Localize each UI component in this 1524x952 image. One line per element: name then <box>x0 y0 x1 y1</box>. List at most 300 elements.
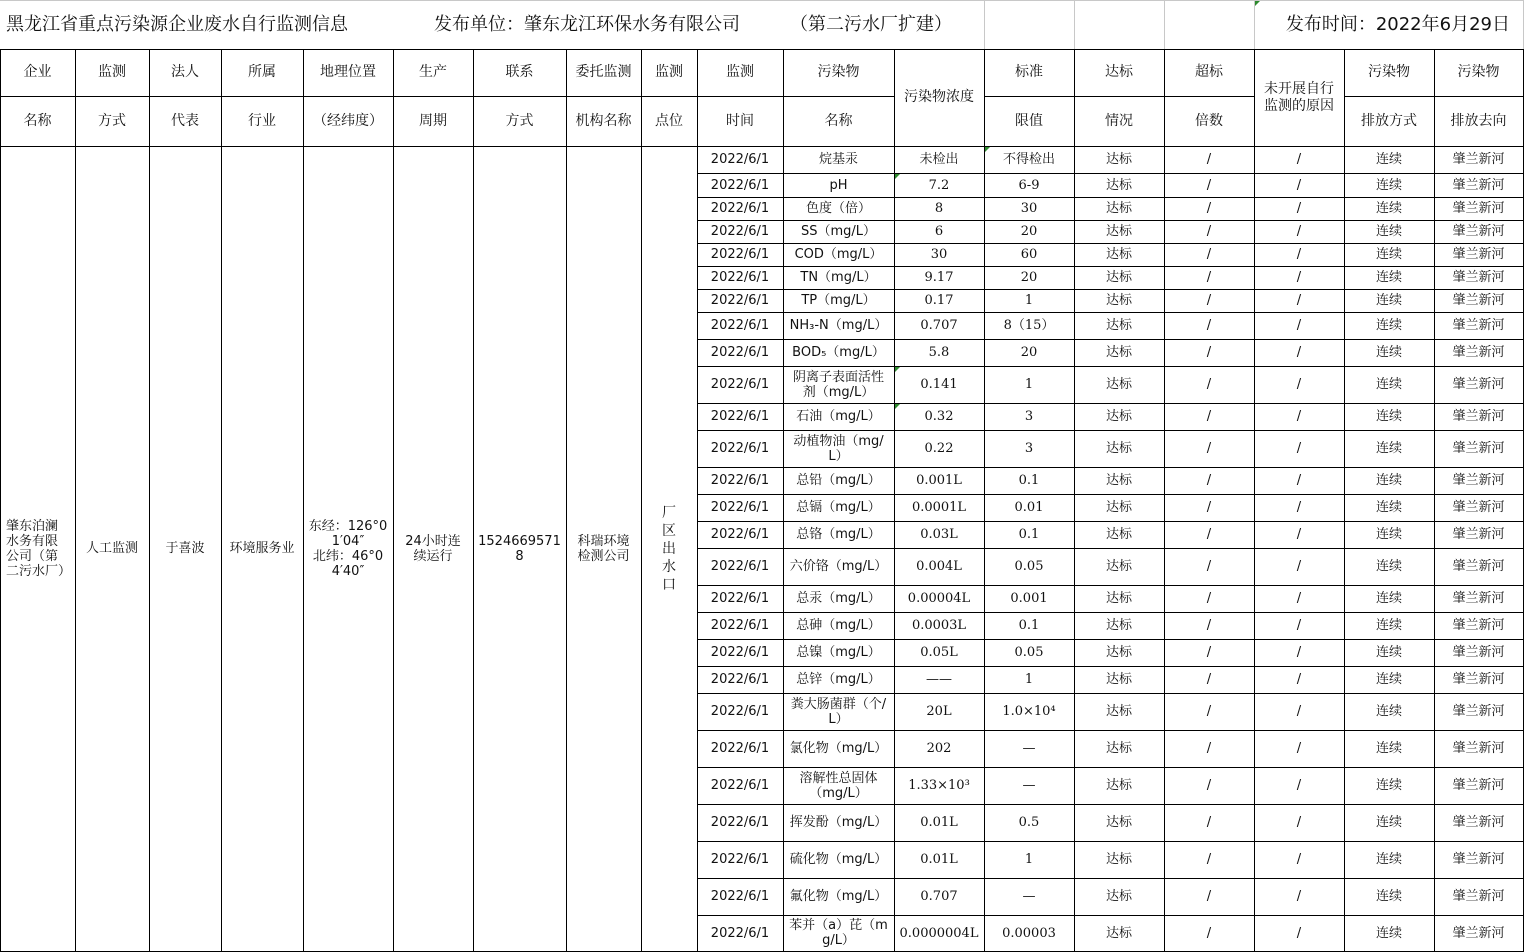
header-13-bottom[interactable]: 情况 <box>1105 112 1133 129</box>
limit-cell[interactable]: 1 <box>1024 377 1034 392</box>
limit-cell[interactable]: 20 <box>1020 345 1038 360</box>
date-cell[interactable]: 2022/6/1 <box>710 345 770 360</box>
reason-cell[interactable]: / <box>1296 318 1302 333</box>
exceed-cell[interactable]: / <box>1206 618 1212 633</box>
header-11[interactable]: 污染物浓度 <box>904 89 974 105</box>
reason-cell[interactable]: / <box>1296 527 1302 542</box>
discharge-mode-cell[interactable]: 连续 <box>1375 741 1402 756</box>
pollutant-cell[interactable]: 动植物油（mg/L） <box>793 433 884 464</box>
pollutant-cell[interactable]: SS（mg/L） <box>800 224 877 239</box>
status-cell[interactable]: 达标 <box>1105 815 1132 830</box>
header-5-top[interactable]: 生产 <box>419 64 447 80</box>
discharge-mode-cell[interactable]: 连续 <box>1375 270 1402 285</box>
pollutant-cell[interactable]: 硫化物（mg/L） <box>789 852 888 867</box>
discharge-mode-cell[interactable]: 连续 <box>1375 441 1402 456</box>
status-cell[interactable]: 达标 <box>1105 852 1132 867</box>
exceed-cell[interactable]: / <box>1206 177 1212 193</box>
destination-cell[interactable]: 肇兰新河 <box>1452 704 1505 719</box>
date-cell[interactable]: 2022/6/1 <box>710 925 770 941</box>
date-cell[interactable]: 2022/6/1 <box>710 704 770 719</box>
header-7-bottom[interactable]: 机构名称 <box>575 112 632 129</box>
limit-cell[interactable]: 1 <box>1024 852 1034 867</box>
limit-cell[interactable]: — <box>1022 778 1036 793</box>
reason-cell[interactable]: / <box>1296 377 1302 392</box>
exceed-cell[interactable]: / <box>1206 377 1212 392</box>
exceed-cell[interactable]: / <box>1206 270 1212 285</box>
date-cell[interactable]: 2022/6/1 <box>710 247 770 262</box>
concentration-cell[interactable]: 0.0001L <box>911 500 967 515</box>
exceed-cell[interactable]: / <box>1206 224 1212 239</box>
discharge-mode-cell[interactable]: 连续 <box>1375 201 1402 216</box>
limit-cell[interactable]: 30 <box>1020 201 1038 216</box>
concentration-cell[interactable]: 0.707 <box>920 318 958 333</box>
date-cell[interactable]: 2022/6/1 <box>710 224 770 239</box>
discharge-mode-cell[interactable]: 连续 <box>1375 815 1402 830</box>
reason-cell[interactable]: / <box>1296 925 1302 941</box>
reason-cell[interactable]: / <box>1296 591 1302 606</box>
destination-cell[interactable]: 肇兰新河 <box>1452 177 1505 193</box>
status-cell[interactable]: 达标 <box>1105 591 1132 606</box>
company-name-cell[interactable]: 肇东泊澜水务有限公司（第二污水厂） <box>6 518 72 579</box>
exceed-cell[interactable]: / <box>1206 815 1212 830</box>
date-cell[interactable]: 2022/6/1 <box>710 889 770 904</box>
destination-cell[interactable]: 肇兰新河 <box>1452 345 1505 360</box>
destination-cell[interactable]: 肇兰新河 <box>1452 473 1505 488</box>
reason-cell[interactable]: / <box>1296 247 1302 262</box>
contact-cell[interactable]: 15246695718 <box>478 533 561 564</box>
grid-line <box>221 96 303 97</box>
pollutant-cell[interactable]: 六价铬（mg/L） <box>789 559 888 574</box>
exceed-cell[interactable]: / <box>1206 473 1212 488</box>
header-1-top[interactable]: 监测 <box>98 64 126 80</box>
destination-cell[interactable]: 肇兰新河 <box>1452 778 1505 793</box>
exceed-cell[interactable]: / <box>1206 559 1212 574</box>
reason-cell[interactable]: / <box>1296 889 1302 904</box>
status-cell[interactable]: 达标 <box>1105 527 1132 542</box>
discharge-mode-cell[interactable]: 连续 <box>1375 377 1402 392</box>
pollutant-cell[interactable]: pH <box>829 177 848 193</box>
date-cell[interactable]: 2022/6/1 <box>710 270 770 285</box>
reason-cell[interactable]: / <box>1296 559 1302 574</box>
destination-cell[interactable]: 肇兰新河 <box>1452 224 1505 239</box>
date-cell[interactable]: 2022/6/1 <box>710 318 770 333</box>
status-cell[interactable]: 达标 <box>1105 618 1132 633</box>
concentration-cell[interactable]: 未检出 <box>919 152 959 167</box>
header-5-bottom[interactable]: 周期 <box>419 112 447 129</box>
reason-cell[interactable]: / <box>1296 441 1302 456</box>
destination-cell[interactable]: 肇兰新河 <box>1452 591 1505 606</box>
discharge-mode-cell[interactable]: 连续 <box>1375 345 1402 360</box>
destination-cell[interactable]: 肇兰新河 <box>1452 645 1505 660</box>
date-cell[interactable]: 2022/6/1 <box>710 778 770 793</box>
pollutant-cell[interactable]: TN（mg/L） <box>800 270 877 285</box>
pollutant-cell[interactable]: 氯化物（mg/L） <box>789 741 888 756</box>
discharge-mode-cell[interactable]: 连续 <box>1375 177 1402 193</box>
reason-cell[interactable]: / <box>1296 741 1302 756</box>
exceed-cell[interactable]: / <box>1206 345 1212 360</box>
reason-cell[interactable]: / <box>1296 270 1302 285</box>
limit-cell[interactable]: 20 <box>1020 224 1038 239</box>
pollutant-cell[interactable]: 溶解性总固体（mg/L） <box>799 770 878 801</box>
grid-line <box>0 146 1524 147</box>
report-title[interactable]: 黑龙江省重点污染源企业废水自行监测信息 <box>6 14 348 35</box>
header-12-bottom[interactable]: 限值 <box>1015 112 1043 129</box>
exceed-cell[interactable]: / <box>1206 672 1212 687</box>
pollutant-cell[interactable]: 总砷（mg/L） <box>796 618 881 633</box>
status-cell[interactable]: 达标 <box>1105 224 1132 239</box>
monitoring-method-cell[interactable]: 人工监测 <box>85 541 138 556</box>
concentration-cell[interactable]: 0.01L <box>920 852 958 867</box>
header-9-top[interactable]: 监测 <box>726 64 754 80</box>
date-cell[interactable]: 2022/6/1 <box>710 201 770 216</box>
exceed-cell[interactable]: / <box>1206 852 1212 867</box>
header-16-bottom[interactable]: 排放方式 <box>1361 112 1417 129</box>
destination-cell[interactable]: 肇兰新河 <box>1452 377 1505 392</box>
destination-cell[interactable]: 肇兰新河 <box>1452 152 1505 167</box>
date-cell[interactable]: 2022/6/1 <box>710 618 770 633</box>
concentration-cell[interactable]: 202 <box>926 741 952 756</box>
date-cell[interactable]: 2022/6/1 <box>710 645 770 660</box>
status-cell[interactable]: 达标 <box>1105 473 1132 488</box>
grid-line <box>0 49 1524 50</box>
reason-cell[interactable]: / <box>1296 778 1302 793</box>
header-4-top[interactable]: 地理位置 <box>320 64 376 80</box>
pollutant-cell[interactable]: 总镉（mg/L） <box>796 500 881 515</box>
status-cell[interactable]: 达标 <box>1105 672 1132 687</box>
discharge-mode-cell[interactable]: 连续 <box>1375 152 1402 167</box>
discharge-mode-cell[interactable]: 连续 <box>1375 672 1402 687</box>
grid-line <box>303 49 304 952</box>
limit-cell[interactable]: 60 <box>1020 247 1038 262</box>
discharge-mode-cell[interactable]: 连续 <box>1375 645 1402 660</box>
limit-cell[interactable]: 6-9 <box>1018 177 1040 193</box>
discharge-mode-cell[interactable]: 连续 <box>1375 527 1402 542</box>
status-cell[interactable]: 达标 <box>1105 201 1132 216</box>
exceed-cell[interactable]: / <box>1206 591 1212 606</box>
status-cell[interactable]: 达标 <box>1105 152 1132 167</box>
date-cell[interactable]: 2022/6/1 <box>710 441 770 456</box>
status-cell[interactable]: 达标 <box>1105 704 1132 719</box>
header-0-bottom[interactable]: 名称 <box>23 112 52 129</box>
pollutant-cell[interactable]: 挥发酚（mg/L） <box>789 815 888 830</box>
exceed-cell[interactable]: / <box>1206 318 1212 333</box>
date-cell[interactable]: 2022/6/1 <box>710 293 770 308</box>
plant-label[interactable]: （第二污水厂扩建） <box>790 14 952 35</box>
header-15[interactable]: 未开展自行 监测的原因 <box>1264 80 1334 114</box>
limit-cell[interactable]: 0.1 <box>1018 473 1040 488</box>
date-cell[interactable]: 2022/6/1 <box>710 377 770 392</box>
concentration-cell[interactable]: 7.2 <box>928 177 950 193</box>
status-cell[interactable]: 达标 <box>1105 441 1132 456</box>
concentration-cell[interactable]: 0.22 <box>924 441 954 456</box>
header-3-bottom[interactable]: 行业 <box>248 112 276 129</box>
exceed-cell[interactable]: / <box>1206 704 1212 719</box>
exceed-cell[interactable]: / <box>1206 500 1212 515</box>
header-14-top[interactable]: 超标 <box>1195 64 1223 80</box>
reason-cell[interactable]: / <box>1296 500 1302 515</box>
discharge-mode-cell[interactable]: 连续 <box>1375 293 1402 308</box>
pollutant-cell[interactable]: 石油（mg/L） <box>796 409 881 424</box>
limit-cell[interactable]: 1 <box>1024 293 1034 308</box>
destination-cell[interactable]: 肇兰新河 <box>1452 318 1505 333</box>
header-0-top[interactable]: 企业 <box>23 64 52 80</box>
concentration-cell[interactable]: 1.33×10³ <box>908 778 970 793</box>
status-cell[interactable]: 达标 <box>1105 645 1132 660</box>
discharge-mode-cell[interactable]: 连续 <box>1375 889 1402 904</box>
discharge-mode-cell[interactable]: 连续 <box>1375 247 1402 262</box>
monitoring-point-cell[interactable]: 厂区出水口 <box>662 504 676 593</box>
discharge-mode-cell[interactable]: 连续 <box>1375 925 1402 941</box>
reason-cell[interactable]: / <box>1296 645 1302 660</box>
date-cell[interactable]: 2022/6/1 <box>710 741 770 756</box>
header-9-bottom[interactable]: 时间 <box>726 112 754 129</box>
reason-cell[interactable]: / <box>1296 152 1302 167</box>
date-cell[interactable]: 2022/6/1 <box>710 152 770 167</box>
reason-cell[interactable]: / <box>1296 345 1302 360</box>
header-7-top[interactable]: 委托监测 <box>575 64 632 80</box>
reason-cell[interactable]: / <box>1296 293 1302 308</box>
concentration-cell[interactable]: 0.001L <box>916 473 962 488</box>
header-4-bottom[interactable]: （经纬度） <box>313 112 383 129</box>
concentration-cell[interactable]: 9.17 <box>924 270 954 285</box>
status-cell[interactable]: 达标 <box>1105 889 1132 904</box>
destination-cell[interactable]: 肇兰新河 <box>1452 559 1505 574</box>
header-8-bottom[interactable]: 点位 <box>655 112 683 129</box>
status-cell[interactable]: 达标 <box>1105 293 1132 308</box>
publish-time-label[interactable]: 发布时间：2022年6月29日 <box>1285 14 1510 35</box>
pollutant-cell[interactable]: 总汞（mg/L） <box>796 591 881 606</box>
concentration-cell[interactable]: 0.05L <box>920 645 958 660</box>
status-cell[interactable]: 达标 <box>1105 778 1132 793</box>
date-cell[interactable]: 2022/6/1 <box>710 527 770 542</box>
discharge-mode-cell[interactable]: 连续 <box>1375 318 1402 333</box>
pollutant-cell[interactable]: 阴离子表面活性剂（mg/L） <box>792 369 884 400</box>
destination-cell[interactable]: 肇兰新河 <box>1452 409 1505 424</box>
exceed-cell[interactable]: / <box>1206 152 1212 167</box>
exceed-cell[interactable]: / <box>1206 441 1212 456</box>
concentration-cell[interactable]: 0.00004L <box>907 591 971 606</box>
location-cell[interactable]: 东经：126°01′04″ 北纬：46°04′40″ <box>308 518 388 579</box>
header-2-bottom[interactable]: 代表 <box>171 112 199 129</box>
discharge-mode-cell[interactable]: 连续 <box>1375 409 1402 424</box>
limit-cell[interactable]: 0.01 <box>1014 500 1044 515</box>
status-cell[interactable]: 达标 <box>1105 559 1132 574</box>
industry-cell[interactable]: 环境服务业 <box>229 541 295 556</box>
destination-cell[interactable]: 肇兰新河 <box>1452 815 1505 830</box>
grid-line <box>984 0 985 49</box>
limit-cell[interactable]: 0.05 <box>1014 645 1044 660</box>
pollutant-cell[interactable]: NH₃-N（mg/L） <box>789 318 888 333</box>
destination-cell[interactable]: 肇兰新河 <box>1452 441 1505 456</box>
grid-line <box>1344 96 1434 97</box>
pollutant-cell[interactable]: 烷基汞 <box>818 152 858 167</box>
concentration-cell[interactable]: 0.141 <box>920 377 958 392</box>
agency-cell[interactable]: 科瑞环境检测公司 <box>577 533 630 564</box>
reason-cell[interactable]: / <box>1296 852 1302 867</box>
limit-cell[interactable]: — <box>1022 741 1036 756</box>
pollutant-cell[interactable]: 苯并（a）芘（mg/L） <box>789 918 888 948</box>
header-1-bottom[interactable]: 方式 <box>98 112 126 129</box>
date-cell[interactable]: 2022/6/1 <box>710 409 770 424</box>
destination-cell[interactable]: 肇兰新河 <box>1452 889 1505 904</box>
discharge-mode-cell[interactable]: 连续 <box>1375 591 1402 606</box>
destination-cell[interactable]: 肇兰新河 <box>1452 247 1505 262</box>
concentration-cell[interactable]: 0.004L <box>916 559 962 574</box>
exceed-cell[interactable]: / <box>1206 527 1212 542</box>
legal-rep-cell[interactable]: 于喜波 <box>165 541 205 556</box>
header-6-bottom[interactable]: 方式 <box>505 112 534 129</box>
concentration-cell[interactable]: 0.01L <box>920 815 958 830</box>
date-cell[interactable]: 2022/6/1 <box>710 500 770 515</box>
header-10-top[interactable]: 污染物 <box>817 64 860 80</box>
pollutant-cell[interactable]: 总锌（mg/L） <box>796 672 881 687</box>
limit-cell[interactable]: 8（15） <box>1003 318 1055 333</box>
limit-cell[interactable]: — <box>1022 889 1036 904</box>
concentration-cell[interactable]: 6 <box>934 224 944 239</box>
header-17-top[interactable]: 污染物 <box>1457 64 1500 80</box>
concentration-cell[interactable]: 0.0000004L <box>899 925 979 941</box>
concentration-cell[interactable]: 0.32 <box>924 409 954 424</box>
discharge-mode-cell[interactable]: 连续 <box>1375 618 1402 633</box>
status-cell[interactable]: 达标 <box>1105 409 1132 424</box>
discharge-mode-cell[interactable]: 连续 <box>1375 852 1402 867</box>
status-cell[interactable]: 达标 <box>1105 377 1132 392</box>
production-cycle-cell[interactable]: 24小时连续运行 <box>405 533 461 564</box>
pollutant-cell[interactable]: 总铬（mg/L） <box>796 527 881 542</box>
limit-cell[interactable]: 0.1 <box>1018 527 1040 542</box>
exceed-cell[interactable]: / <box>1206 293 1212 308</box>
pollutant-cell[interactable]: 总镍（mg/L） <box>796 645 881 660</box>
destination-cell[interactable]: 肇兰新河 <box>1452 293 1505 308</box>
concentration-cell[interactable]: 8 <box>934 201 944 216</box>
exceed-cell[interactable]: / <box>1206 247 1212 262</box>
limit-cell[interactable]: 0.05 <box>1014 559 1044 574</box>
date-cell[interactable]: 2022/6/1 <box>710 815 770 830</box>
discharge-mode-cell[interactable]: 连续 <box>1375 704 1402 719</box>
grid-line <box>221 49 222 952</box>
date-cell[interactable]: 2022/6/1 <box>710 559 770 574</box>
exceed-cell[interactable]: / <box>1206 741 1212 756</box>
destination-cell[interactable]: 肇兰新河 <box>1452 527 1505 542</box>
pollutant-cell[interactable]: BOD₅（mg/L） <box>792 345 885 360</box>
pollutant-cell[interactable]: 粪大肠菌群（个/L） <box>790 696 887 727</box>
status-cell[interactable]: 达标 <box>1105 345 1132 360</box>
discharge-mode-cell[interactable]: 连续 <box>1375 224 1402 239</box>
reason-cell[interactable]: / <box>1296 704 1302 719</box>
concentration-cell[interactable]: 0.0003L <box>911 618 967 633</box>
destination-cell[interactable]: 肇兰新河 <box>1452 741 1505 756</box>
date-cell[interactable]: 2022/6/1 <box>710 852 770 867</box>
header-12-top[interactable]: 标准 <box>1015 64 1043 80</box>
reason-cell[interactable]: / <box>1296 672 1302 687</box>
exceed-cell[interactable]: / <box>1206 201 1212 216</box>
limit-cell[interactable]: 0.5 <box>1018 815 1040 830</box>
discharge-mode-cell[interactable]: 连续 <box>1375 500 1402 515</box>
reason-cell[interactable]: / <box>1296 409 1302 424</box>
status-cell[interactable]: 达标 <box>1105 500 1132 515</box>
limit-cell[interactable]: 1.0×10⁴ <box>1002 704 1056 719</box>
limit-cell[interactable]: 0.00003 <box>1002 925 1056 941</box>
header-10-bottom[interactable]: 名称 <box>824 112 853 129</box>
status-cell[interactable]: 达标 <box>1105 177 1132 193</box>
destination-cell[interactable]: 肇兰新河 <box>1452 270 1505 285</box>
header-14-bottom[interactable]: 倍数 <box>1195 112 1223 129</box>
reason-cell[interactable]: / <box>1296 618 1302 633</box>
concentration-cell[interactable]: 5.8 <box>928 345 950 360</box>
reason-cell[interactable]: / <box>1296 224 1302 239</box>
publisher-label[interactable]: 发布单位：肇东龙江环保水务有限公司 <box>434 14 740 35</box>
exceed-cell[interactable]: / <box>1206 409 1212 424</box>
grid-line <box>697 403 1523 404</box>
status-cell[interactable]: 达标 <box>1105 247 1132 262</box>
limit-cell[interactable]: 1 <box>1024 672 1034 687</box>
destination-cell[interactable]: 肇兰新河 <box>1452 500 1505 515</box>
grid-line <box>1164 49 1165 952</box>
header-17-bottom[interactable]: 排放去向 <box>1450 112 1507 129</box>
reason-cell[interactable]: / <box>1296 815 1302 830</box>
discharge-mode-cell[interactable]: 连续 <box>1375 559 1402 574</box>
header-2-top[interactable]: 法人 <box>171 64 199 80</box>
destination-cell[interactable]: 肇兰新河 <box>1452 201 1505 216</box>
pollutant-cell[interactable]: TP（mg/L） <box>801 293 876 308</box>
reason-cell[interactable]: / <box>1296 177 1302 193</box>
reason-cell[interactable]: / <box>1296 473 1302 488</box>
concentration-cell[interactable]: 0.707 <box>920 889 958 904</box>
discharge-mode-cell[interactable]: 连续 <box>1375 778 1402 793</box>
concentration-cell[interactable]: 0.17 <box>924 293 954 308</box>
date-cell[interactable]: 2022/6/1 <box>710 177 770 193</box>
destination-cell[interactable]: 肇兰新河 <box>1452 672 1505 687</box>
concentration-cell[interactable]: 30 <box>930 247 948 262</box>
concentration-cell[interactable]: —— <box>926 672 952 687</box>
header-13-top[interactable]: 达标 <box>1105 64 1133 80</box>
destination-cell[interactable]: 肇兰新河 <box>1452 925 1505 941</box>
header-16-top[interactable]: 污染物 <box>1368 64 1410 80</box>
limit-cell[interactable]: 3 <box>1024 441 1034 456</box>
concentration-cell[interactable]: 0.03L <box>920 527 958 542</box>
pollutant-cell[interactable]: 氟化物（mg/L） <box>789 889 888 904</box>
status-cell[interactable]: 达标 <box>1105 318 1132 333</box>
discharge-mode-cell[interactable]: 连续 <box>1375 473 1402 488</box>
exceed-cell[interactable]: / <box>1206 778 1212 793</box>
concentration-cell[interactable]: 20L <box>926 704 952 719</box>
date-cell[interactable]: 2022/6/1 <box>710 672 770 687</box>
reason-cell[interactable]: / <box>1296 201 1302 216</box>
pollutant-cell[interactable]: 色度（倍） <box>805 201 871 216</box>
limit-cell[interactable]: 3 <box>1024 409 1034 424</box>
destination-cell[interactable]: 肇兰新河 <box>1452 618 1505 633</box>
grid-line <box>1164 0 1165 49</box>
limit-cell[interactable]: 0.1 <box>1018 618 1040 633</box>
limit-cell[interactable]: 0.001 <box>1010 591 1048 606</box>
status-cell[interactable]: 达标 <box>1105 925 1132 941</box>
header-8-top[interactable]: 监测 <box>655 64 683 80</box>
header-3-top[interactable]: 所属 <box>248 64 276 80</box>
limit-cell[interactable]: 不得检出 <box>1002 152 1055 167</box>
date-cell[interactable]: 2022/6/1 <box>710 591 770 606</box>
status-cell[interactable]: 达标 <box>1105 741 1132 756</box>
pollutant-cell[interactable]: COD（mg/L） <box>794 247 883 262</box>
date-cell[interactable]: 2022/6/1 <box>710 473 770 488</box>
exceed-cell[interactable]: / <box>1206 925 1212 941</box>
header-6-top[interactable]: 联系 <box>505 64 534 80</box>
pollutant-cell[interactable]: 总铅（mg/L） <box>796 473 881 488</box>
exceed-cell[interactable]: / <box>1206 645 1212 660</box>
exceed-cell[interactable]: / <box>1206 889 1212 904</box>
destination-cell[interactable]: 肇兰新河 <box>1452 852 1505 867</box>
limit-cell[interactable]: 20 <box>1020 270 1038 285</box>
status-cell[interactable]: 达标 <box>1105 270 1132 285</box>
